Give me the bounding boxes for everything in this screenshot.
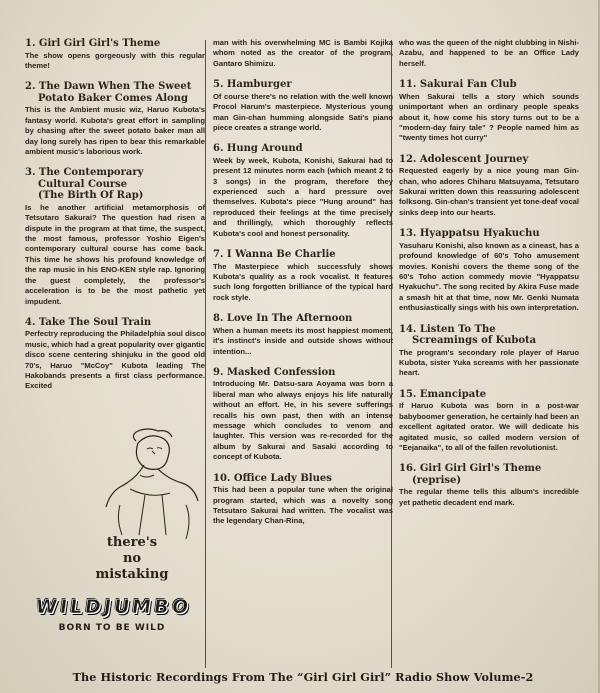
track-entry bbox=[25, 38, 205, 71]
track-title: 7. I Wanna Be Charlie bbox=[213, 249, 336, 261]
track-title: 1. Girl Girl Girl's Theme bbox=[25, 38, 161, 49]
track-title: 8. Love In The Afternoon bbox=[213, 313, 353, 325]
track-title: 16. Girl Girl Girl's Theme (reprise) bbox=[399, 463, 542, 486]
continued-text: man with his overwhelming MC is Bambi Kojika whom noted as the creator of the program, Gantaro Shimizu. bbox=[213, 38, 393, 68]
track-entry bbox=[399, 228, 579, 313]
wildjumbo-logo bbox=[22, 530, 202, 655]
track-description: This is the Ambient music wiz, Haruo Kubota's fantasy world. Kubota's great effort in sampling by chasing after the sweet potato baker man all day long surely has ripen to bear this remarkable ambient music's laborious work. bbox=[25, 105, 205, 156]
track-description: If Haruo Kubota was born in a post-war babyboomer generation, he certainly had been an excellent agitated orator. We will dedicate his agitated music, so called modern version of "Eejanaika", to all of the fallen revolutionist. bbox=[399, 401, 579, 452]
track-title: 9. Masked Confession bbox=[213, 366, 336, 378]
track-title: 2. The Dawn When The Sweet Potato Baker Comes Along bbox=[25, 81, 192, 104]
track-description: Perfectry reproducing the Philadelphia soul disco music, which had a great popularity over gigantic disco scene centering shinjuku in the good old 70's, Haruo "McCoy" Kubota leading The Hakobands presents a first class performance. Excited bbox=[25, 329, 205, 391]
logo-tagline: no bbox=[122, 551, 142, 566]
track-title: 11. Sakurai Fan Club bbox=[399, 79, 517, 91]
track-entry bbox=[399, 324, 579, 379]
album-footer-title: The Historic Recordings From The “Girl Girl Girl” Radio Show Volume-2 bbox=[72, 670, 534, 684]
logo-wordmark bbox=[32, 592, 192, 622]
track-description: The Masterpiece which successfuly shows Kubota's quality as a rock vocalist. It features such long forgotten brilliance of the typical hard rock style. bbox=[213, 261, 393, 302]
track-title: 10. Office Lady Blues bbox=[213, 472, 332, 484]
track-description: Introducing Mr. Datsu-sara Aoyama was born a liberal man who always enjoys his life naturally without an effort. He, in his severe sufferings recalls his own past, then with an intense message which concludes to venom and laughter. This version was re-recorded for the album by Sakurai and Sasaki according to concept of Kubota. bbox=[213, 379, 393, 462]
track-entry bbox=[213, 143, 393, 239]
logo-tagline: there's bbox=[106, 535, 158, 550]
track-title: 5. Hamburger bbox=[213, 79, 292, 91]
track-description: Is he another artificial metamorphosis of Tetsutaro Sakurai? The question had risen a dispute in the program at that time, the suspect, the most famous, professor Yoshio Eigen's contemporary cultural course has come back. This time he shows his profound knowledge of the rap music in his ENO-KEN style rap. Ignoring the guest completely, the professor's acceleration is to be the most pathetic yet impudent. bbox=[25, 202, 205, 306]
track-entry bbox=[25, 81, 205, 157]
track-entry bbox=[399, 389, 579, 454]
track-entry bbox=[213, 313, 393, 357]
track-description: Requested eagerly by a nice young man Gin-chan, who adores Chiharu Matsuyama, Tetsutaro Sakurai written down this reassuring adolescent folksong. Gin-chan's transient yet tone-deaf vocal sinks deep into our hearts. bbox=[399, 166, 579, 217]
logo-letter: L bbox=[68, 596, 84, 618]
track-title: 12. Adolescent Journey bbox=[399, 153, 529, 165]
logo-letter: W bbox=[34, 596, 59, 618]
track-title: 15. Emancipate bbox=[399, 388, 487, 400]
column-3 bbox=[399, 38, 579, 518]
track-description: Week by week, Kubota, Konishi, Sakurai had to present 12 minutes norm each (which meant 2 to 3 songs) in the program, therefore they experienced such a hard pressure over themselves. Kubota's piece "Hung around" has reproduced their feelings at the time precisely and thrillingly, which thoroughly reflects Kubota's cool and honest personality. bbox=[213, 155, 393, 238]
track-description: Yasuharu Konishi, also known as a cineast, has a profound knowledge of 60's Toho amusement movies. Konishi covers the theme song of the 60's Toho action commedy movie "Hyappatsu Hyakuchu". The song recited by Akira Fuse made a smash hit at that time, now Mr. Genki Numata enthusiastically sings with his own interpretation. bbox=[399, 240, 579, 313]
logo-letter: B bbox=[152, 596, 171, 618]
track-entry bbox=[399, 154, 579, 219]
logo-letter: O bbox=[170, 596, 190, 618]
track-entry bbox=[25, 317, 205, 392]
track-entry bbox=[213, 473, 393, 527]
track-description: When Sakurai tells a story which sounds unimportant when an ordinary people speaks about it, how come his story turns out to be a "modern-day fairy tale" ? People named him as "twenty times hot curry" bbox=[399, 91, 579, 143]
track-entry bbox=[25, 167, 205, 307]
track-entry bbox=[213, 367, 393, 463]
track-description: Of course there's no relation with the well known Procol Harum's masterpiece. Mysterious young man Gin-chan humming alongside Sati's piano piece creates a strange world. bbox=[213, 91, 393, 132]
track-title: 14. Listen To The Screamings of Kubota bbox=[399, 323, 537, 347]
continued-text: who was the queen of the night clubbing in Nishi-Azabu, and happened to be an Office Lady herself. bbox=[399, 38, 579, 68]
logo-tagline: mistaking bbox=[95, 567, 169, 582]
track-entry bbox=[399, 79, 579, 144]
column-2 bbox=[213, 38, 393, 537]
track-entry bbox=[213, 249, 393, 303]
track-title: 3. The Contemporary Cultural Course (The Birth Of Rap) bbox=[25, 167, 144, 202]
logo-letter: D bbox=[83, 596, 103, 618]
logo-letter: M bbox=[130, 596, 153, 618]
illustration-figure bbox=[100, 425, 205, 545]
track-description: The regular theme tells this album's incredible yet pathetic decadent end mark. bbox=[399, 487, 579, 507]
track-title: 6. Hung Around bbox=[213, 143, 303, 155]
track-entry bbox=[399, 463, 579, 508]
track-title: 13. Hyappatsu Hyakuchu bbox=[399, 228, 540, 240]
logo-letter: J bbox=[102, 596, 113, 618]
track-description: The show opens gorgeously with this regular theme! bbox=[25, 50, 205, 70]
logo-letter: I bbox=[58, 596, 69, 618]
track-entry bbox=[213, 79, 393, 133]
track-title: 4. Take The Soul Train bbox=[25, 316, 152, 328]
track-description: When a human meets its most happiest moment, it's instinct's inside and outside shows without intention... bbox=[213, 325, 393, 356]
track-description: This had been a popular tune when the original program started, which was a novelty song Tetsutaro Sakurai had written. The vocalist was the legendary Chan-Rina, bbox=[213, 485, 393, 526]
logo-subtitle: BORN TO BE WILD bbox=[58, 623, 166, 633]
track-description: The program's secondary role player of Haruo Kubota, sister Yuka screams with her passionate heart. bbox=[399, 347, 579, 378]
column-1 bbox=[25, 38, 205, 402]
logo-letter: U bbox=[112, 596, 131, 618]
